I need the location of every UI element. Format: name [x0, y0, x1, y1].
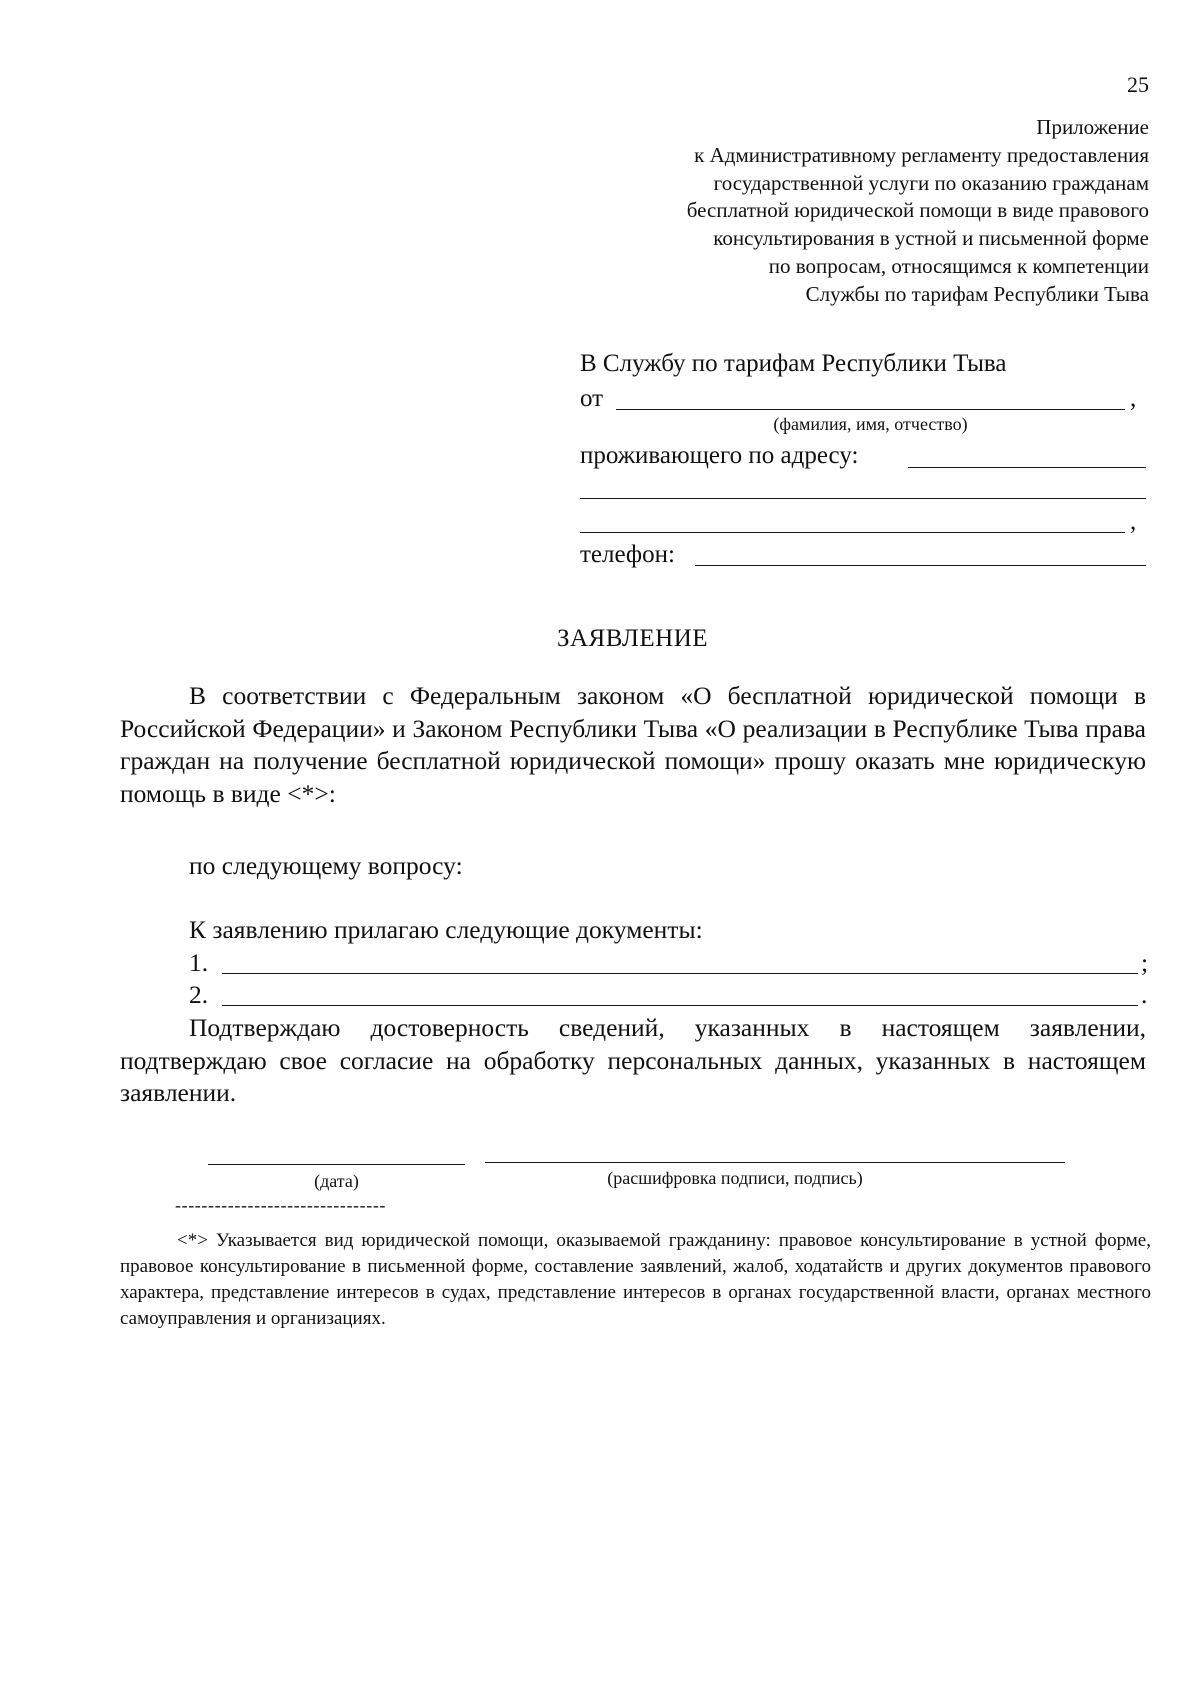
addressee-to: В Службу по тарифам Республики Тыва [580, 350, 1007, 377]
from-name-field[interactable] [616, 409, 1125, 410]
confirm-paragraph [120, 1012, 1146, 1110]
confirm-text: Подтверждаю достоверность сведений, указанных в настоящем заявлении, подтверждаю свое согласие на обработку персональных данных, указанных в настоящем заявлении. [120, 1013, 1146, 1107]
intro-text: В соответствии с Федеральным законом «О бесплатной юридической помощи в Российской Федерации» и Законом Республики Тыва «О реализации в Республике Тыва права граждан на получение бесплатной юридической помощи» прошу оказать мне юридическую помощь в виде <*>: [120, 681, 1146, 808]
doc2-number: 2. [189, 980, 209, 1009]
appendix-line: Приложение [1036, 115, 1149, 139]
footnote-separator: -------------------------------- [175, 1195, 387, 1215]
address-label: проживающего по адресу: [580, 442, 859, 469]
doc1-field[interactable] [222, 973, 1138, 974]
footnote-text: <*> Указывается вид юридической помощи, оказываемой гражданину: правовое консультирование в устной форме, правовое консультирование в письменной форме, составление заявлений, жалоб, ходатайств и других документов правового характера, представление интересов в судах, представление интересов в органах государственной власти, органах местного самоуправления и организациях. [120, 1230, 1151, 1329]
doc2-field[interactable] [222, 1005, 1138, 1006]
attachments-label: К заявлению прилагаю следующие документы: [189, 915, 703, 944]
doc2-end: . [1141, 980, 1148, 1009]
page-number: 25 [1127, 72, 1149, 97]
appendix-line: консультирования в устной и письменной форме [713, 226, 1149, 251]
address-field-3[interactable] [580, 532, 1125, 533]
appendix-line: Службы по тарифам Республики Тыва [805, 281, 1149, 306]
phone-field[interactable] [695, 565, 1146, 566]
from-comma: , [1130, 385, 1137, 412]
doc1-end: ; [1141, 948, 1149, 977]
name-hint: (фамилия, имя, отчество) [773, 414, 968, 434]
signature-field[interactable] [485, 1162, 1065, 1163]
address-comma: , [1130, 508, 1137, 535]
appendix-line: государственной услуги по оказанию гражданам [713, 170, 1149, 195]
signature-hint: (расшифровка подписи, подпись) [607, 1168, 863, 1188]
date-hint: (дата) [314, 1171, 359, 1191]
intro-paragraph [120, 680, 1146, 810]
doc1-number: 1. [189, 948, 209, 977]
address-field-2[interactable] [580, 498, 1146, 499]
from-label: от [580, 385, 604, 412]
appendix-line: к Административному регламенту предоставления [694, 142, 1149, 167]
appendix-header [529, 114, 1149, 309]
appendix-line: по вопросам, относящимся к компетенции [768, 253, 1149, 278]
phone-label: телефон: [580, 541, 675, 568]
footnote [120, 1228, 1151, 1332]
appendix-line: бесплатной юридической помощи в виде правового [686, 198, 1149, 223]
date-field[interactable] [208, 1164, 465, 1165]
question-label: по следующему вопросу: [189, 851, 463, 880]
document-title: ЗАЯВЛЕНИЕ [556, 625, 709, 652]
address-field-1[interactable] [908, 467, 1146, 468]
